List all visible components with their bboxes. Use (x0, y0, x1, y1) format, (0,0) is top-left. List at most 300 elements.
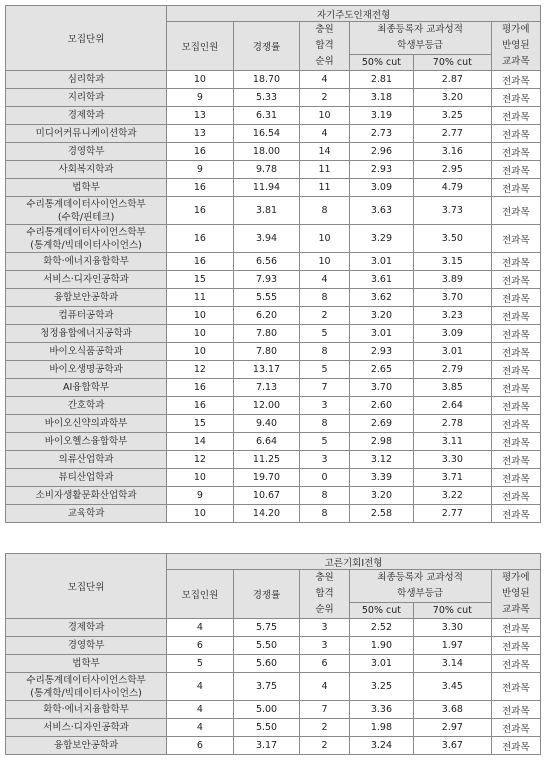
table-row (6, 719, 541, 737)
cut50-cell: 3.12 (349, 451, 413, 469)
unit-cell (6, 505, 167, 523)
admission-table-1 (5, 5, 541, 523)
quota-header: 모집인원 (167, 570, 234, 619)
ratio-header: 경쟁률 (233, 570, 300, 619)
cut70-cell: 3.14 (414, 655, 491, 673)
quota-cell: 15 (167, 415, 234, 433)
cut50-cell: 3.01 (349, 325, 413, 343)
unit-cell (6, 161, 167, 179)
quota-cell: 15 (167, 271, 234, 289)
unit-name-line: 바이오헬스융합학부 (44, 436, 128, 447)
unit-name-line: (통계학/빅데이터사이언스) (30, 239, 142, 251)
rank-cell: 4 (300, 71, 349, 89)
ratio-cell: 11.25 (233, 451, 300, 469)
rank-cell: 4 (300, 125, 349, 143)
quota-cell: 11 (167, 289, 234, 307)
rank-cell: 5 (300, 361, 349, 379)
quota-cell: 13 (167, 125, 234, 143)
unit-name-line: 수리통계데이터사이언스학부 (26, 674, 146, 686)
unit-name-line: 미디어커뮤니케이션학과 (35, 128, 137, 139)
cut70-cell: 3.30 (414, 619, 491, 637)
unit-name-line: 사회복지학과 (58, 164, 114, 175)
rank-cell: 11 (300, 161, 349, 179)
rank-cell: 3 (300, 397, 349, 415)
cut50-cell: 3.39 (349, 469, 413, 487)
quota-cell: 10 (167, 325, 234, 343)
cut70-cell: 2.78 (414, 415, 491, 433)
cut70-cell: 3.85 (414, 379, 491, 397)
cut50-cell: 3.20 (349, 307, 413, 325)
rank-cell: 8 (300, 415, 349, 433)
unit-cell (6, 397, 167, 415)
rank-header-line3: 순위 (315, 604, 334, 615)
subject-cell: 전과목 (491, 307, 540, 325)
unit-name-line: 수리통계데이터사이언스학부 (26, 226, 146, 238)
unit-cell (6, 415, 167, 433)
unit-cell (6, 107, 167, 125)
unit-cell (6, 271, 167, 289)
cut50-cell: 2.93 (349, 161, 413, 179)
rank-cell: 0 (300, 469, 349, 487)
cut50-cell: 2.98 (349, 433, 413, 451)
cut70-cell: 3.68 (414, 701, 491, 719)
subject-cell: 전과목 (491, 737, 540, 755)
subject-cell: 전과목 (491, 197, 540, 225)
subject-cell: 전과목 (491, 253, 540, 271)
rank-header (300, 570, 349, 619)
subject-cell: 전과목 (491, 107, 540, 125)
unit-name-line: 뷰티산업학과 (58, 472, 114, 483)
subject-cell: 전과목 (491, 505, 540, 523)
table-row (6, 619, 541, 637)
unit-name-line: 경제학과 (67, 622, 105, 633)
unit-cell (6, 307, 167, 325)
table-row (6, 433, 541, 451)
subject-cell: 전과목 (491, 379, 540, 397)
quota-cell: 16 (167, 197, 234, 225)
quota-cell: 16 (167, 397, 234, 415)
table-row (6, 505, 541, 523)
unit-name-line: 법학부 (72, 182, 100, 193)
ratio-cell: 7.80 (233, 325, 300, 343)
cut50-cell: 2.69 (349, 415, 413, 433)
table-row (6, 379, 541, 397)
table-title: 고른기회Ⅰ전형 (167, 554, 541, 570)
unit-name-line: 교육학과 (67, 508, 105, 519)
cut50-cell: 2.73 (349, 125, 413, 143)
table-row (6, 125, 541, 143)
quota-cell: 5 (167, 655, 234, 673)
cut70-cell: 2.95 (414, 161, 491, 179)
rank-header-line2: 합격 (315, 588, 334, 599)
cut70-cell: 2.77 (414, 505, 491, 523)
ratio-cell: 9.40 (233, 415, 300, 433)
cut50-cell: 3.09 (349, 179, 413, 197)
cut50-header: 50% cut (349, 603, 413, 619)
quota-header: 모집인원 (167, 22, 234, 71)
ratio-cell: 9.78 (233, 161, 300, 179)
subject-header-line3: 교과목 (501, 56, 530, 67)
cut50-cell: 3.18 (349, 89, 413, 107)
ratio-cell: 6.20 (233, 307, 300, 325)
subject-cell: 전과목 (491, 125, 540, 143)
unit-name-line: 청정융합에너지공학과 (40, 328, 132, 339)
quota-cell: 4 (167, 619, 234, 637)
ratio-cell: 5.55 (233, 289, 300, 307)
rank-cell: 2 (300, 719, 349, 737)
rank-cell: 10 (300, 253, 349, 271)
ratio-cell: 6.31 (233, 107, 300, 125)
unit-name-line: 심리학과 (67, 74, 105, 85)
unit-cell (6, 361, 167, 379)
cut70-cell: 3.09 (414, 325, 491, 343)
cut50-cell: 3.20 (349, 487, 413, 505)
cut50-cell: 2.65 (349, 361, 413, 379)
unit-name-line: 바이오신약의과학부 (44, 418, 128, 429)
cut70-cell: 2.64 (414, 397, 491, 415)
cut50-cell: 1.90 (349, 637, 413, 655)
subject-header (491, 570, 540, 619)
unit-cell (6, 379, 167, 397)
cut50-cell: 3.62 (349, 289, 413, 307)
subject-cell: 전과목 (491, 619, 540, 637)
cut50-cell: 2.81 (349, 71, 413, 89)
table-row (6, 271, 541, 289)
ratio-cell: 16.54 (233, 125, 300, 143)
rank-cell: 5 (300, 433, 349, 451)
cut70-cell: 3.71 (414, 469, 491, 487)
table-row (6, 701, 541, 719)
subject-cell: 전과목 (491, 719, 540, 737)
ratio-cell: 10.67 (233, 487, 300, 505)
cut70-header: 70% cut (414, 603, 491, 619)
rank-header-line1: 충원 (315, 572, 334, 583)
rank-cell: 4 (300, 271, 349, 289)
quota-cell: 12 (167, 361, 234, 379)
unit-header: 모집단위 (6, 6, 167, 71)
cut50-cell: 3.36 (349, 701, 413, 719)
table-row (6, 325, 541, 343)
unit-cell (6, 253, 167, 271)
quota-cell: 6 (167, 637, 234, 655)
grade-header-line2: 학생부등급 (397, 588, 444, 599)
rank-cell: 7 (300, 701, 349, 719)
rank-cell: 8 (300, 343, 349, 361)
cut70-cell: 3.73 (414, 197, 491, 225)
cut70-cell: 3.16 (414, 143, 491, 161)
table-row (6, 673, 541, 701)
subject-cell: 전과목 (491, 469, 540, 487)
table-row (6, 253, 541, 271)
cut50-cell: 3.24 (349, 737, 413, 755)
ratio-cell: 5.50 (233, 637, 300, 655)
subject-cell: 전과목 (491, 271, 540, 289)
grade-header (349, 570, 491, 603)
subject-cell: 전과목 (491, 225, 540, 253)
cut50-cell: 3.29 (349, 225, 413, 253)
subject-cell: 전과목 (491, 71, 540, 89)
cut50-cell: 2.96 (349, 143, 413, 161)
subject-cell: 전과목 (491, 673, 540, 701)
cut70-cell: 3.25 (414, 107, 491, 125)
cut50-cell: 3.19 (349, 107, 413, 125)
table-row (6, 143, 541, 161)
subject-cell: 전과목 (491, 701, 540, 719)
quota-cell: 4 (167, 701, 234, 719)
cut70-cell: 3.01 (414, 343, 491, 361)
unit-cell (6, 719, 167, 737)
subject-cell: 전과목 (491, 397, 540, 415)
unit-name-line: 경영학부 (67, 640, 105, 651)
subject-cell: 전과목 (491, 325, 540, 343)
cut70-cell: 3.20 (414, 89, 491, 107)
cut50-cell: 3.70 (349, 379, 413, 397)
rank-cell: 11 (300, 179, 349, 197)
ratio-cell: 12.00 (233, 397, 300, 415)
cut50-cell: 2.93 (349, 343, 413, 361)
ratio-cell: 3.75 (233, 673, 300, 701)
quota-cell: 13 (167, 107, 234, 125)
cut70-cell: 3.23 (414, 307, 491, 325)
ratio-cell: 3.17 (233, 737, 300, 755)
unit-cell (6, 197, 167, 225)
unit-cell (6, 637, 167, 655)
table-row (6, 225, 541, 253)
subject-header (491, 22, 540, 71)
quota-cell: 6 (167, 737, 234, 755)
ratio-cell: 5.33 (233, 89, 300, 107)
unit-cell (6, 289, 167, 307)
quota-cell: 16 (167, 143, 234, 161)
subject-cell: 전과목 (491, 655, 540, 673)
quota-cell: 10 (167, 505, 234, 523)
ratio-cell: 19.70 (233, 469, 300, 487)
rank-cell: 6 (300, 655, 349, 673)
quota-cell: 9 (167, 89, 234, 107)
subject-header-line3: 교과목 (501, 604, 530, 615)
ratio-cell: 3.94 (233, 225, 300, 253)
cut50-cell: 3.01 (349, 655, 413, 673)
cut70-cell: 3.30 (414, 451, 491, 469)
table-row (6, 343, 541, 361)
quota-cell: 10 (167, 307, 234, 325)
quota-cell: 10 (167, 469, 234, 487)
cut50-cell: 3.01 (349, 253, 413, 271)
unit-cell (6, 89, 167, 107)
cut50-cell: 3.61 (349, 271, 413, 289)
rank-header-line3: 순위 (315, 56, 334, 67)
table-row (6, 107, 541, 125)
unit-name-line: 바이오식품공학과 (49, 346, 123, 357)
unit-name-line: 간호학과 (67, 400, 105, 411)
unit-name-line: 서비스·디자인공학과 (43, 274, 129, 285)
cut70-cell: 3.22 (414, 487, 491, 505)
table-row (6, 197, 541, 225)
quota-cell: 4 (167, 673, 234, 701)
ratio-cell: 3.81 (233, 197, 300, 225)
unit-cell (6, 487, 167, 505)
subject-cell: 전과목 (491, 143, 540, 161)
quota-cell: 14 (167, 433, 234, 451)
rank-cell: 10 (300, 107, 349, 125)
cut70-cell: 3.67 (414, 737, 491, 755)
table-row (6, 415, 541, 433)
quota-cell: 9 (167, 487, 234, 505)
ratio-cell: 11.94 (233, 179, 300, 197)
quota-cell: 16 (167, 179, 234, 197)
rank-cell: 3 (300, 451, 349, 469)
rank-cell: 8 (300, 197, 349, 225)
unit-cell (6, 619, 167, 637)
unit-cell (6, 673, 167, 701)
unit-name-line: 서비스·디자인공학과 (43, 722, 129, 733)
rank-cell: 7 (300, 379, 349, 397)
unit-name-line: 바이오생명공학과 (49, 364, 123, 375)
rank-header-line2: 합격 (315, 40, 334, 51)
cut50-cell: 3.25 (349, 673, 413, 701)
table-row (6, 737, 541, 755)
cut50-header: 50% cut (349, 55, 413, 71)
unit-cell (6, 469, 167, 487)
unit-name-line: 융합보안공학과 (53, 740, 119, 751)
rank-cell: 4 (300, 673, 349, 701)
grade-header-line2: 학생부등급 (397, 40, 444, 51)
subject-header-line1: 평가에 (501, 572, 530, 583)
rank-cell: 2 (300, 89, 349, 107)
rank-cell: 10 (300, 225, 349, 253)
unit-name-line: 법학부 (72, 658, 100, 669)
table-row (6, 361, 541, 379)
unit-cell (6, 343, 167, 361)
ratio-cell: 5.60 (233, 655, 300, 673)
rank-cell: 3 (300, 637, 349, 655)
subject-cell: 전과목 (491, 487, 540, 505)
quota-cell: 4 (167, 719, 234, 737)
cut70-cell: 2.97 (414, 719, 491, 737)
ratio-cell: 14.20 (233, 505, 300, 523)
unit-name-line: 소비자생활문화산업학과 (35, 490, 137, 501)
subject-cell: 전과목 (491, 361, 540, 379)
grade-header-line1: 최종등록자 교과성적 (377, 24, 463, 35)
unit-cell (6, 179, 167, 197)
quota-cell: 10 (167, 343, 234, 361)
unit-cell (6, 71, 167, 89)
unit-cell (6, 701, 167, 719)
ratio-header: 경쟁률 (233, 22, 300, 71)
unit-cell (6, 325, 167, 343)
cut50-cell: 2.60 (349, 397, 413, 415)
cut50-cell: 3.63 (349, 197, 413, 225)
ratio-cell: 7.93 (233, 271, 300, 289)
rank-cell: 14 (300, 143, 349, 161)
ratio-cell: 6.56 (233, 253, 300, 271)
unit-cell (6, 433, 167, 451)
rank-cell: 3 (300, 619, 349, 637)
unit-cell (6, 451, 167, 469)
cut70-cell: 1.97 (414, 637, 491, 655)
unit-name-line: 경제학과 (67, 110, 105, 121)
quota-cell: 10 (167, 71, 234, 89)
rank-header-line1: 충원 (315, 24, 334, 35)
cut70-cell: 3.45 (414, 673, 491, 701)
unit-cell (6, 125, 167, 143)
rank-header (300, 22, 349, 71)
quota-cell: 12 (167, 451, 234, 469)
rank-cell: 5 (300, 325, 349, 343)
unit-cell (6, 143, 167, 161)
unit-name-line: 수리통계데이터사이언스학부 (26, 198, 146, 210)
unit-name-line: (수학/핀테크) (57, 211, 115, 223)
unit-name-line: 융합보안공학과 (53, 292, 119, 303)
ratio-cell: 18.70 (233, 71, 300, 89)
quota-cell: 16 (167, 379, 234, 397)
ratio-cell: 5.50 (233, 719, 300, 737)
cut70-cell: 3.70 (414, 289, 491, 307)
unit-name-line: 화학·에너지융합학부 (43, 704, 129, 715)
subject-cell: 전과목 (491, 451, 540, 469)
table-row (6, 487, 541, 505)
subject-cell: 전과목 (491, 89, 540, 107)
subject-header-line2: 반영된 (501, 40, 530, 51)
cut70-cell: 3.50 (414, 225, 491, 253)
table-row (6, 451, 541, 469)
table-row (6, 469, 541, 487)
rank-cell: 8 (300, 289, 349, 307)
cut50-cell: 1.98 (349, 719, 413, 737)
cut70-cell: 2.79 (414, 361, 491, 379)
subject-cell: 전과목 (491, 161, 540, 179)
quota-cell: 9 (167, 161, 234, 179)
cut70-header: 70% cut (414, 55, 491, 71)
rank-cell: 2 (300, 307, 349, 325)
cut70-cell: 2.77 (414, 125, 491, 143)
table-row (6, 89, 541, 107)
cut50-cell: 2.58 (349, 505, 413, 523)
ratio-cell: 6.64 (233, 433, 300, 451)
table-title: 자기주도인재전형 (167, 6, 541, 22)
cut70-cell: 3.89 (414, 271, 491, 289)
cut70-cell: 4.79 (414, 179, 491, 197)
rank-cell: 8 (300, 487, 349, 505)
unit-header: 모집단위 (6, 554, 167, 619)
grade-header-line1: 최종등록자 교과성적 (377, 572, 463, 583)
grade-header (349, 22, 491, 55)
unit-cell (6, 225, 167, 253)
subject-header-line1: 평가에 (501, 24, 530, 35)
ratio-cell: 7.80 (233, 343, 300, 361)
unit-name-line: 의류산업학과 (58, 454, 114, 465)
table-row (6, 71, 541, 89)
unit-cell (6, 655, 167, 673)
ratio-cell: 5.00 (233, 701, 300, 719)
table-row (6, 307, 541, 325)
table-row (6, 161, 541, 179)
unit-cell (6, 737, 167, 755)
cut70-cell: 3.15 (414, 253, 491, 271)
cut70-cell: 3.11 (414, 433, 491, 451)
quota-cell: 16 (167, 225, 234, 253)
table-row (6, 289, 541, 307)
unit-name-line: 컴퓨터공학과 (58, 310, 114, 321)
subject-cell: 전과목 (491, 415, 540, 433)
subject-cell: 전과목 (491, 343, 540, 361)
ratio-cell: 7.13 (233, 379, 300, 397)
admission-table-2 (5, 553, 541, 755)
ratio-cell: 5.75 (233, 619, 300, 637)
unit-name-line: AI융합학부 (63, 382, 110, 393)
table-row (6, 655, 541, 673)
unit-name-line: 지리학과 (67, 92, 105, 103)
